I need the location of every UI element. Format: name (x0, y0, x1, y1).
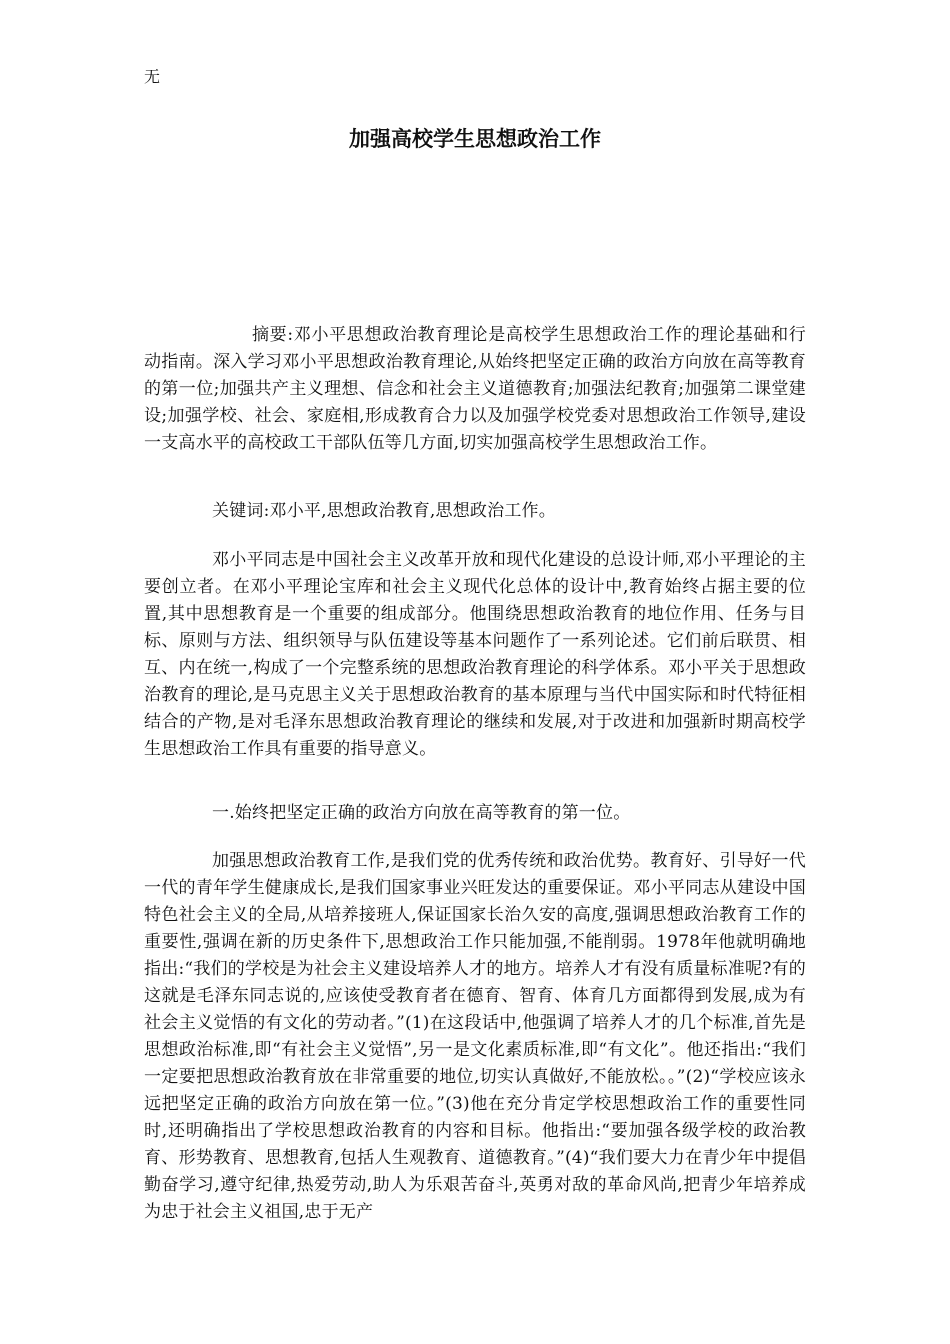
body-paragraph: 加强思想政治教育工作,是我们党的优秀传统和政治优势。教育好、引导好一代一代的青年学生健康成长,是我们国家事业兴旺发达的重要保证。邓小平同志从建设中国特色社会主义的全局,从培养接班人,保证国家长治久安的高度,强调思想政治教育工作的重要性,强调在新的历史条件下,思想政治工作只能加强,不能削弱。1978年他就明确地指出:“我们的学校是为社会主义建设培养人才的地方。培养人才有没有质量标准呢?有的这就是毛泽东同志说的,应该使受教育者在德育、智育、体育几方面都得到发展,成为有社会主义觉悟的有文化的劳动者。”(1)在这段话中,他强调了培养人才的几个标准,首先是思想政治标准,即“有社会主义觉悟”,另一是文化素质标准,即“有文化”。他还指出:“我们一定要把思想政治教育放在非常重要的地位,切实认真做好,不能放松。。”(2)“学校应该永远把坚定正确的政治方向放在第一位。”(3)他在充分肯定学校思想政治工作的重要性同时,还明确指出了学校思想政治教育的内容和目标。他指出:“要加强各级学校的政治教育、形势教育、思想教育,包括人生观教育、道德教育。”(4)“我们要大力在青少年中提倡勤奋学习,遵守纪律,热爱劳动,助人为乐艰苦奋斗,英勇对敌的革命风尚,把青少年培养成为忠于社会主义祖国,忠于无产 (144, 851, 806, 1222)
keywords-paragraph: 关键词:邓小平,思想政治教育,思想政治工作。 (212, 501, 556, 521)
intro-paragraph: 邓小平同志是中国社会主义改革开放和现代化建设的总设计师,邓小平理论的主要创立者。在邓小平理论宝库和社会主义现代化总体的设计中,教育始终占据主要的位置,其中思想教育是一个重要的组成部分。他围绕思想政治教育的地位作用、任务与目标、原则与方法、组织领导与队伍建设等基本问题作了一系列论述。它们前后联贯、相互、内在统一,构成了一个完整系统的思想政治教育理论的科学体系。邓小平关于思想政治教育的理论,是马克思主义关于思想政治教育的基本原理与当代中国实际和时代特征相结合的产物,是对毛泽东思想政治教育理论的继续和发展,对于改进和加强新时期高校学生思想政治工作具有重要的指导意义。 (144, 550, 806, 759)
document-title: 加强高校学生思想政治工作 (349, 127, 601, 151)
abstract-paragraph: 摘要:邓小平思想政治教育理论是高校学生思想政治工作的理论基础和行动指南。深入学习邓小平思想政治教育理论,从始终把坚定正确的政治方向放在高等教育的第一位;加强共产主义理想、信念和社会主义道德教育;加强法纪教育;加强第二课堂建设;加强学校、社会、家庭相,形成教育合力以及加强学校党委对思想政治工作领导,建设一支高水平的高校政工干部队伍等几方面,切实加强高校学生思想政治工作。 (144, 325, 806, 453)
section-heading: 一.始终把坚定正确的政治方向放在高等教育的第一位。 (212, 803, 631, 823)
page-header: 无 (144, 67, 161, 86)
